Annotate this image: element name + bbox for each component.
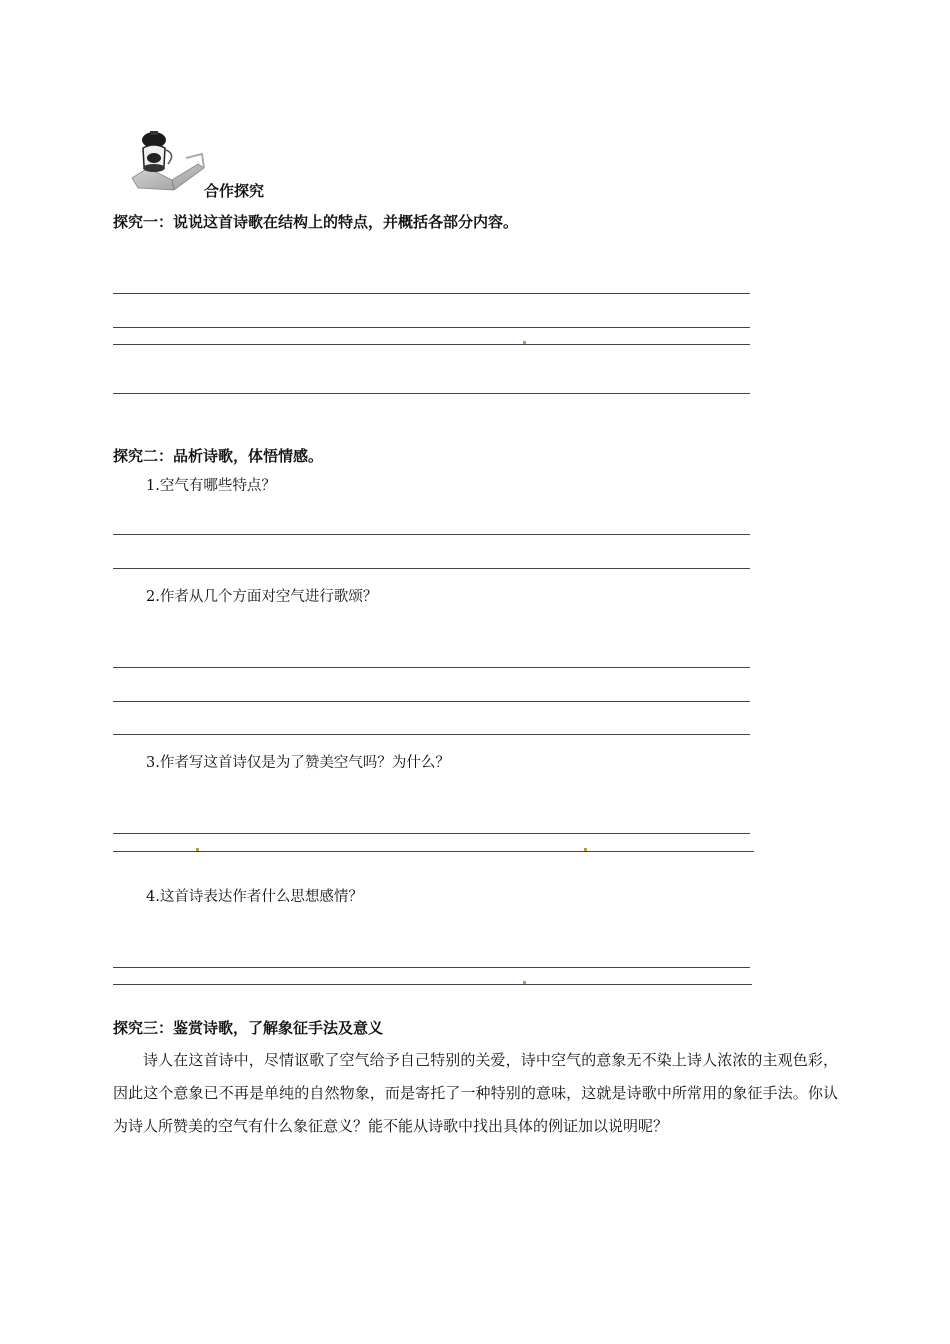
answer-line [113,568,750,569]
inquiry3-heading: 探究三：鉴赏诗歌，了解象征手法及意义 [113,1019,384,1037]
answer-line [113,344,750,345]
answer-line [113,833,750,834]
lamp-icon [128,128,206,196]
question-4: 4.这首诗表达作者什么思想感情？ [146,889,363,905]
answer-line [113,851,754,852]
answer-line [113,293,750,294]
inquiry2-heading: 探究二：品析诗歌，体悟情感。 [113,447,324,465]
answer-line [113,734,750,735]
scan-dot [523,981,526,984]
section-title: 合作探究 [204,182,265,200]
answer-line [113,327,750,328]
inquiry3-paragraph: 诗人在这首诗中，尽情讴歌了空气给予自己特别的关爱，诗中空气的意象无不染上诗人浓浓的主观色彩，因此这个意象已不再是单纯的自然物象，而是寄托了一种特别的意味，这就是诗歌中所常用的象征手法。你认为诗人所赞美的空气有什么象征意义？能不能从诗歌中找出具体的例证加以说明呢？ [113,1051,838,1135]
question-2: 2.作者从几个方面对空气进行歌颂？ [146,589,378,605]
answer-line [113,701,750,702]
scan-dot [584,848,587,851]
scan-dot [196,848,199,851]
question-1: 1.空气有哪些特点？ [146,478,276,494]
answer-line [113,967,750,968]
scan-dot [523,341,526,344]
inquiry1-heading: 探究一：说说这首诗歌在结构上的特点，并概括各部分内容。 [113,213,519,231]
answer-line [113,393,750,394]
answer-line [113,667,750,668]
answer-line [113,534,750,535]
answer-line [113,984,752,985]
question-3: 3.作者写这首诗仅是为了赞美空气吗？为什么？ [146,755,450,771]
